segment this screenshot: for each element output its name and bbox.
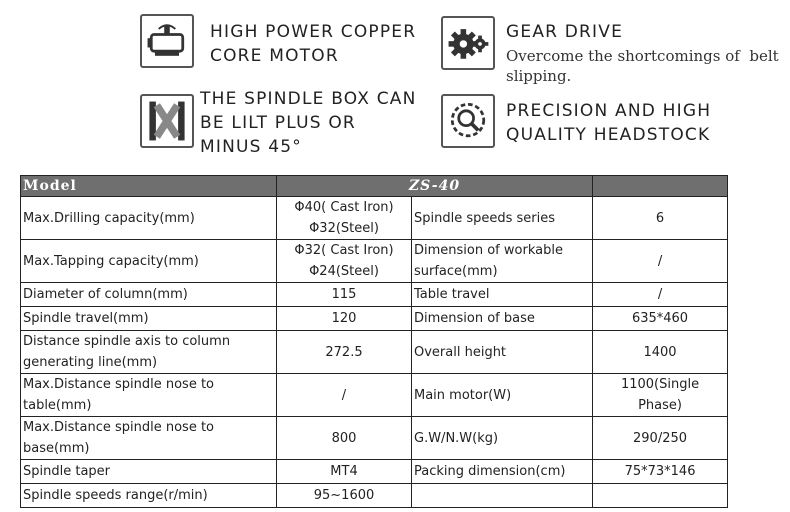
spec-value: [593, 374, 728, 417]
spec-label-line: Max.Distance spindle nose to: [23, 377, 215, 392]
feature-gear-desc-line1: Overcome the shortcomings of belt: [506, 47, 779, 65]
spec-value-line: Phase): [638, 398, 682, 413]
tilt-icon: [140, 94, 194, 148]
header-blank-cell: [593, 176, 728, 197]
gear-icon: [441, 16, 495, 70]
spec-value: 95~1600: [277, 484, 412, 508]
spec-value-line: 1100(Single: [620, 377, 700, 392]
spec-label-line: Max.Distance spindle nose to: [23, 420, 215, 435]
spec-label: Overall height: [412, 331, 593, 374]
spec-value: [277, 240, 412, 283]
table-header-row: [21, 176, 728, 197]
spec-label: Dimension of base: [412, 307, 593, 331]
header-model-value: ZS-40: [277, 176, 593, 197]
feature-tilt-title-line1: THE SPINDLE BOX CAN: [200, 89, 417, 109]
spec-label-line: Distance spindle axis to column: [23, 334, 231, 349]
table-row: [21, 307, 728, 331]
spec-label-line: Dimension of workable: [414, 243, 563, 258]
spec-value-line: Φ32(Steel): [309, 221, 379, 236]
feature-gear-title: GEAR DRIVE: [506, 22, 624, 42]
spec-label: Max.Tapping capacity(mm): [21, 240, 277, 283]
spec-label-line: surface(mm): [414, 264, 498, 279]
feature-tilt-title: [200, 87, 417, 159]
spec-label: G.W/N.W(kg): [412, 417, 593, 460]
spec-value: 800: [277, 417, 412, 460]
spec-label-line: base(mm): [23, 441, 90, 456]
spec-value-line: Φ32( Cast Iron): [294, 243, 394, 258]
spec-table: [20, 175, 728, 508]
spec-label: Diameter of column(mm): [21, 283, 277, 307]
spec-value: /: [593, 240, 728, 283]
spec-label: Spindle speeds range(r/min): [21, 484, 277, 508]
spec-value: 1400: [593, 331, 728, 374]
feature-precision-title-line2: QUALITY HEADSTOCK: [506, 125, 711, 145]
feature-motor-title-line1: HIGH POWER COPPER: [210, 22, 417, 42]
spec-label: [412, 484, 593, 508]
spec-label-line: generating line(mm): [23, 355, 158, 370]
spec-label: Spindle travel(mm): [21, 307, 277, 331]
feature-tilt-title-line2: BE LILT PLUS OR: [200, 113, 356, 133]
spec-label: Packing dimension(cm): [412, 460, 593, 484]
spec-value: /: [593, 283, 728, 307]
spec-value: [593, 484, 728, 508]
table-row: [21, 240, 728, 283]
spec-label: [21, 417, 277, 460]
spec-value: /: [277, 374, 412, 417]
table-row: [21, 197, 728, 240]
spec-value: 75*73*146: [593, 460, 728, 484]
feature-precision-title: [506, 99, 711, 147]
spec-value: 290/250: [593, 417, 728, 460]
table-row: [21, 283, 728, 307]
spec-value: 115: [277, 283, 412, 307]
spec-label: Spindle speeds series: [412, 197, 593, 240]
feature-tilt-title-line3: MINUS 45°: [200, 137, 302, 157]
spec-label-line: table(mm): [23, 398, 92, 413]
spec-label: Spindle taper: [21, 460, 277, 484]
table-row: [21, 331, 728, 374]
feature-gear-description: [506, 46, 779, 86]
spec-label: [412, 240, 593, 283]
spec-value: 272.5: [277, 331, 412, 374]
spec-value: [277, 197, 412, 240]
spec-label: [21, 331, 277, 374]
spec-label: Main motor(W): [412, 374, 593, 417]
spec-label: Max.Drilling capacity(mm): [21, 197, 277, 240]
spec-label: Table travel: [412, 283, 593, 307]
table-row: [21, 374, 728, 417]
spec-value: MT4: [277, 460, 412, 484]
table-row: [21, 460, 728, 484]
table-row: [21, 484, 728, 508]
spec-value: 120: [277, 307, 412, 331]
motor-icon: [140, 14, 194, 68]
precision-icon: [441, 94, 495, 148]
spec-value-line: Φ24(Steel): [309, 264, 379, 279]
feature-motor-title: [210, 20, 416, 68]
feature-precision-title-line1: PRECISION AND HIGH: [506, 101, 712, 121]
spec-value: 635*460: [593, 307, 728, 331]
table-row: [21, 417, 728, 460]
header-model-label: Model: [21, 176, 277, 197]
spec-label: [21, 374, 277, 417]
feature-gear-desc-line2: slipping.: [506, 67, 572, 85]
feature-motor-title-line2: CORE MOTOR: [210, 46, 339, 66]
spec-value-line: Φ40( Cast Iron): [294, 200, 394, 215]
spec-value: 6: [593, 197, 728, 240]
